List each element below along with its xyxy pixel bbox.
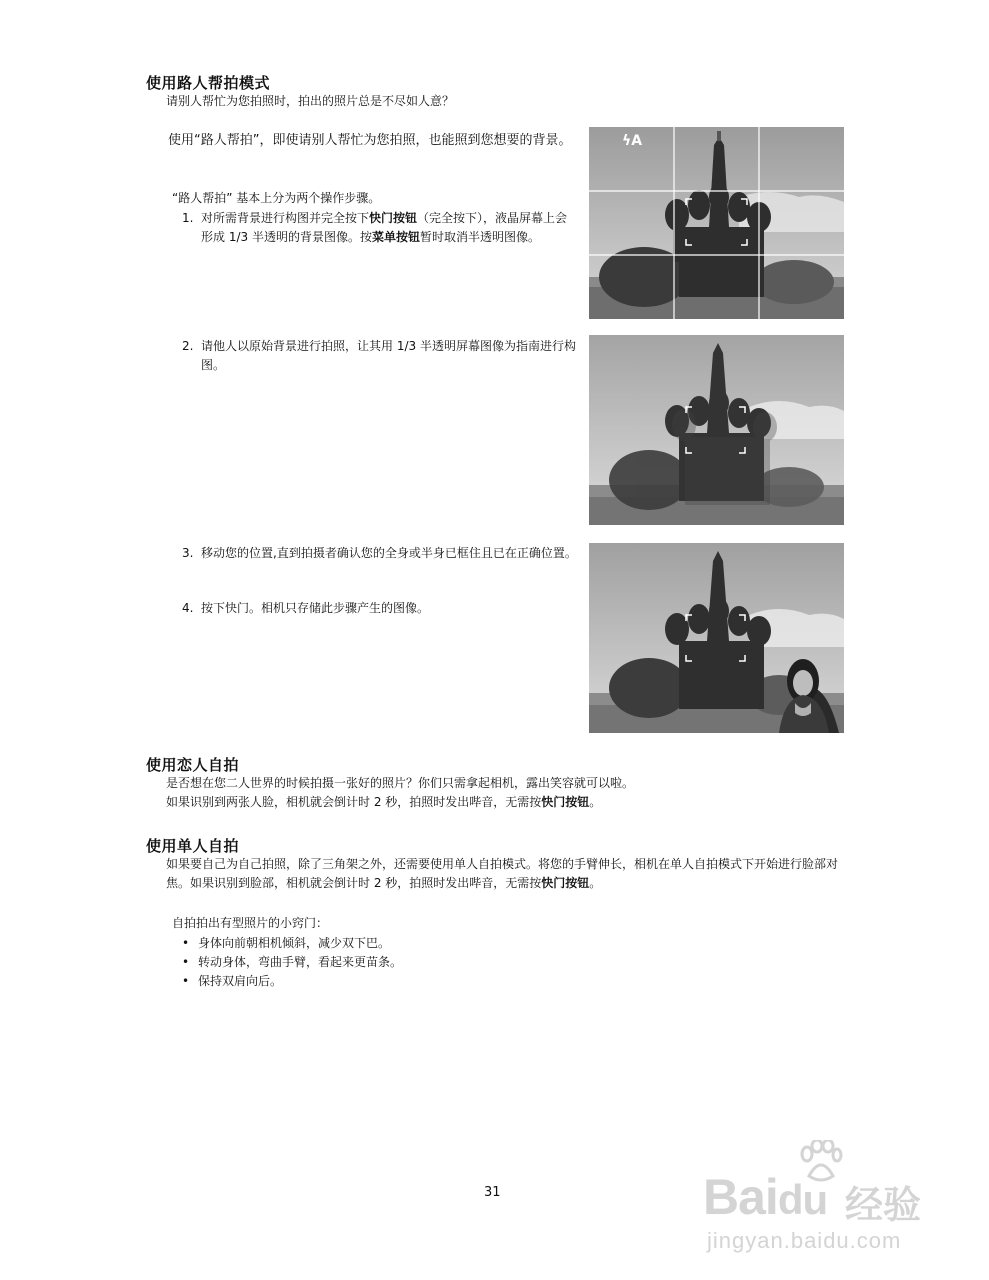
list-item: • 身体向前朝相机倾斜，减少双下巴。 [176, 934, 402, 953]
single-selfie-paragraph: 如果要自己为自己拍照，除了三角架之外，还需要使用单人自拍模式。将您的手臂伸长，相机在单人自拍模式下开始进行脸部对焦。如果识别到脸部，相机就会倒计时 2 秒，拍照时发出哔音，无需按快门按钮。 [166, 857, 839, 890]
selfie-tips-title: 自拍拍出有型照片的小窍门： [172, 916, 329, 930]
shutter-button-term: 快门按钮 [541, 876, 590, 890]
section-title-couple-selfie: 使用恋人自拍 [146, 756, 240, 774]
list-item: • 转动身体，弯曲手臂，看起来更苗条。 [176, 953, 402, 972]
page-number: 31 [484, 1185, 501, 1200]
menu-button-term: 菜单按钮 [371, 230, 420, 244]
photo-step2-semitransparent-guide [589, 335, 844, 525]
step-3-number: 3. [182, 546, 194, 560]
step-4-number: 4. [182, 601, 194, 615]
step-3-text: 移动您的位置,直到拍摄者确认您的全身或半身已框住且已在正确位置。 [201, 546, 577, 560]
step-4-text: 按下快门。相机只存储此步骤产生的图像。 [201, 601, 430, 615]
watermark-brand-cn: 经验 [845, 1183, 922, 1227]
watermark-brand: Bai [703, 1169, 778, 1225]
step-1-text: 对所需背景进行构图并完全按下快门按钮（完全按下），液晶屏幕上会形成 1/3 半透明的背景图像。按菜单按钮暂时取消半透明图像。 [201, 211, 568, 244]
section-title-single-selfie: 使用单人自拍 [146, 837, 240, 855]
steps-intro: “路人帮拍” 基本上分为两个操作步骤。 [172, 191, 381, 205]
step-2-text: 请他人以原始背景进行拍照，让其用 1/3 半透明屏幕图像为指南进行构图。 [201, 339, 576, 372]
step-2-number: 2. [182, 339, 194, 353]
shutter-button-term: 快门按钮 [369, 211, 418, 225]
selfie-tips-list [176, 934, 402, 991]
photo-step1-background-composition [589, 127, 844, 319]
section-question: 请别人帮忙为您拍照时，拍出的照片总是不尽如人意？ [166, 94, 455, 108]
shutter-button-term: 快门按钮 [541, 795, 590, 809]
flash-auto-icon: ϟA [622, 133, 643, 149]
watermark-url: jingyan.baidu.com [707, 1228, 902, 1253]
couple-selfie-line2: 如果识别到两张人脸，相机就会倒计时 2 秒，拍照时发出哔音，无需按快门按钮。 [166, 795, 602, 809]
intro-paragraph: 使用“路人帮拍”，即使请别人帮忙为您拍照，也能照到您想要的背景。 [168, 133, 572, 148]
couple-selfie-line1: 是否想在您二人世界的时候拍摄一张好的照片？你们只需拿起相机，露出笑容就可以啦。 [166, 776, 635, 790]
watermark-brand2: du [777, 1176, 828, 1223]
baidu-watermark [703, 1140, 925, 1255]
section-title-bystander-mode: 使用路人帮拍模式 [146, 74, 271, 92]
step-1-number: 1. [182, 211, 194, 225]
photo-step3-final-with-person [589, 543, 844, 733]
list-item: • 保持双肩向后。 [176, 972, 402, 991]
